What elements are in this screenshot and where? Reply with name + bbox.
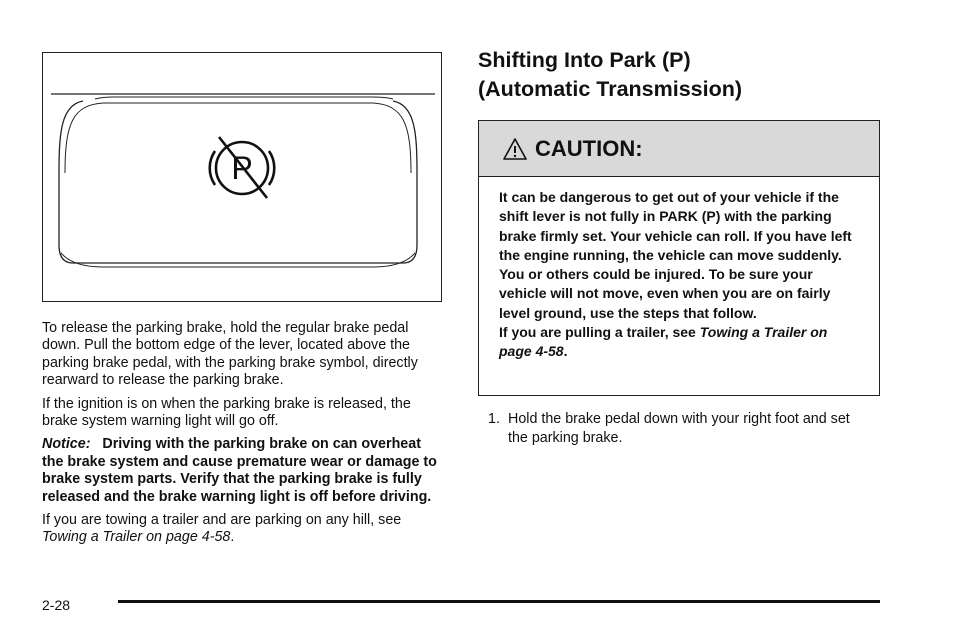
section-title-line2: (Automatic Transmission) [478,77,743,101]
towing-link[interactable]: Towing a Trailer on page 4-58 [42,529,231,546]
page-number: 2-28 [42,597,71,613]
section-title-line1: Shifting Into Park (P) [478,48,691,72]
step-item [488,410,868,447]
trailer-prefix: If you are pulling a trailer, see [499,324,700,341]
caution-header [479,121,879,177]
parking-brake-lever-figure [42,52,442,302]
left-column [42,320,442,553]
footer-rule [118,600,880,603]
release-instructions: To release the parking brake, hold the regular brake pedal down. Pull the bottom edge of the lever, located above the parking brake pedal, with the parking brake symbol, directly rearward to release the parking brake. [42,320,418,389]
warning-light-note: If the ignition is on when the parking brake is released, the brake system warning light will go off. [42,395,411,430]
towing-prefix: If you are towing a trailer and are parking on any hill, see [42,512,402,529]
caution-body [479,177,879,362]
caution-text: It can be dangerous to get out of your vehicle if the shift lever is not fully in PARK (P) with the parking brake firmly set. Your vehicle can roll. If you have left the engine running, the vehicle can move suddenly. You or others could be injured. To be sure your vehicle will not move, even when you are on fairly level ground, use the steps that follow. [499,189,852,321]
warning-triangle-icon [503,137,527,161]
towing-paragraph [42,512,442,547]
trailer-suffix: . [563,343,568,360]
icon-letter: P [231,150,253,186]
step-text: Hold the brake pedal down with your right foot and set the parking brake. [508,411,850,446]
section-title [478,46,878,104]
caution-box [478,120,880,396]
step-number: 1. [488,411,500,427]
notice-label: Notice: [42,436,91,453]
notice-text: Driving with the parking brake on can overheat the brake system and cause premature wear or damage to brake system parts. Verify that the parking brake is fully released and the brake warning light is off before driving. [42,436,437,505]
notice-paragraph [42,436,442,506]
caution-trailer-note [499,323,859,362]
lever-illustration [43,53,443,303]
parking-brake-release-icon [210,137,275,198]
towing-suffix: . [230,529,235,546]
trailer-link[interactable]: Towing a Trailer on page 4-58 [499,324,828,360]
caution-title: CAUTION: [535,135,643,161]
